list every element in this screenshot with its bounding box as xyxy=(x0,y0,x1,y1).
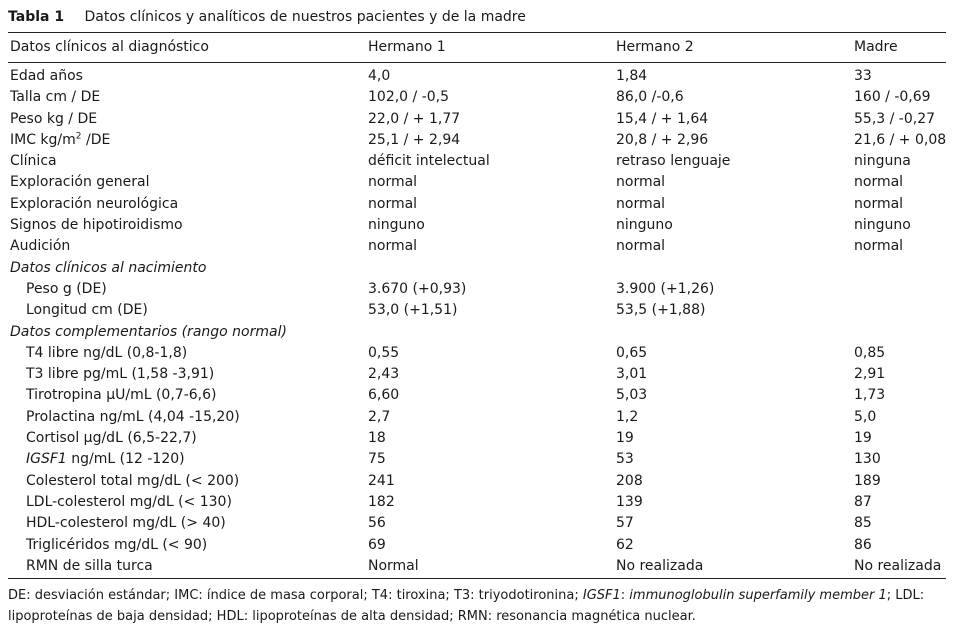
table-row xyxy=(0,556,957,577)
value-hermano2: 5,03 xyxy=(616,387,648,404)
section-heading: Datos complementarios (rango normal) xyxy=(10,323,287,340)
table-row xyxy=(0,236,957,257)
table-row xyxy=(0,343,957,364)
value-hermano1: 6,60 xyxy=(368,387,400,404)
value-hermano1: 18 xyxy=(368,430,386,447)
value-hermano2: 1,2 xyxy=(616,408,639,425)
value-madre: 1,73 xyxy=(854,387,886,404)
value-hermano2: 86,0 /-0,6 xyxy=(616,89,684,106)
footnote-gene: IGSF1 xyxy=(582,588,621,603)
row-label xyxy=(10,151,57,172)
value-madre: 2,91 xyxy=(854,366,886,383)
value-hermano2: normal xyxy=(616,195,666,212)
row-label xyxy=(26,492,232,513)
value-hermano2: 0,65 xyxy=(616,344,648,361)
row-label-text: T3 libre pg/mL (1,58 -3,91) xyxy=(26,366,215,383)
row-label xyxy=(26,535,207,556)
row-label-text: LDL-colesterol mg/dL (< 130) xyxy=(26,493,232,510)
value-hermano2: No realizada xyxy=(616,557,704,574)
value-madre: normal xyxy=(854,174,904,191)
table-row xyxy=(0,449,957,470)
value-madre: 85 xyxy=(854,515,872,532)
value-hermano2: 15,4 / + 1,64 xyxy=(616,110,709,127)
row-label xyxy=(26,385,216,406)
row-label xyxy=(10,66,83,87)
value-hermano2: normal xyxy=(616,174,666,191)
row-label-text: Prolactina ng/mL (4,04 -15,20) xyxy=(26,408,240,425)
value-hermano1: Normal xyxy=(368,557,419,574)
row-label-text: Exploración neurológica xyxy=(10,195,179,212)
row-label-text: Tirotropina μU/mL (0,7-6,6) xyxy=(26,387,217,404)
value-hermano2: 139 xyxy=(616,493,643,510)
row-label xyxy=(26,279,107,300)
value-madre: normal xyxy=(854,195,904,212)
value-hermano1: normal xyxy=(368,174,418,191)
table-row xyxy=(0,215,957,236)
value-hermano1: normal xyxy=(368,195,418,212)
value-hermano1: 75 xyxy=(368,451,386,468)
value-hermano2: 1,84 xyxy=(616,68,648,84)
value-hermano2: ninguno xyxy=(616,217,673,234)
value-hermano2: 53 xyxy=(616,451,634,468)
value-hermano2: 20,8 / + 2,96 xyxy=(616,131,709,148)
table-caption xyxy=(8,6,526,28)
value-hermano2: 62 xyxy=(616,536,634,553)
table-row xyxy=(0,513,957,534)
row-label-text: Audición xyxy=(10,238,71,255)
value-hermano2: 57 xyxy=(616,515,634,532)
value-hermano1: 3.670 (+0,93) xyxy=(368,280,467,297)
row-label-text: Signos de hipotiroidismo xyxy=(10,217,183,234)
row-label xyxy=(10,236,70,257)
table-number: Tabla 1 xyxy=(8,9,65,25)
value-madre: 5,0 xyxy=(854,408,877,425)
header-rule xyxy=(8,62,946,63)
row-label xyxy=(10,109,97,130)
table-row xyxy=(0,66,957,87)
footnote-gene-name: immunoglobulin superfamily member 1 xyxy=(629,588,887,603)
row-label xyxy=(26,343,187,364)
value-madre: 55,3 / -0,27 xyxy=(854,110,936,127)
value-hermano1: 22,0 / + 1,77 xyxy=(368,110,461,127)
value-hermano1: ninguno xyxy=(368,217,425,234)
row-label-text: IMC kg/m xyxy=(10,131,76,148)
row-label-text: Cortisol μg/dL (6,5-22,7) xyxy=(26,430,197,447)
row-label xyxy=(10,215,183,236)
table-row xyxy=(0,385,957,406)
table-row xyxy=(0,300,957,321)
header-hermano2: Hermano 2 xyxy=(616,39,694,55)
table-row xyxy=(0,535,957,556)
row-label-text: Longitud cm (DE) xyxy=(26,302,148,319)
row-label-suffix: /DE xyxy=(81,131,111,148)
row-label-text: Peso g (DE) xyxy=(26,280,107,297)
row-label-text: RMN de silla turca xyxy=(26,557,153,574)
table-row xyxy=(0,428,957,449)
table-row xyxy=(0,364,957,385)
row-label-text: Triglicéridos mg/dL (< 90) xyxy=(26,536,208,553)
value-madre: 0,85 xyxy=(854,344,886,361)
row-label xyxy=(10,194,178,215)
row-label xyxy=(26,428,197,449)
footnote-text: DE: desviación estándar; IMC: índice de masa corporal; T4: tiroxina; T3: triyodotironina; xyxy=(8,588,583,603)
value-hermano2: 3.900 (+1,26) xyxy=(616,280,715,297)
value-hermano1: 182 xyxy=(368,493,395,510)
row-label-text: Clínica xyxy=(10,153,57,170)
row-label-text: T4 libre ng/dL (0,8-1,8) xyxy=(26,344,188,361)
table-row xyxy=(0,130,957,151)
row-label-gene: IGSF1 xyxy=(26,451,67,468)
value-madre: ninguna xyxy=(854,153,911,170)
value-hermano1: normal xyxy=(368,238,418,255)
value-hermano1: 102,0 / -0,5 xyxy=(368,89,450,106)
value-hermano1: 2,7 xyxy=(368,408,391,425)
row-label xyxy=(26,449,185,470)
row-label xyxy=(26,513,226,534)
table-row xyxy=(0,109,957,130)
value-hermano1: 53,0 (+1,51) xyxy=(368,302,458,319)
row-label-text: Colesterol total mg/dL (< 200) xyxy=(26,472,240,489)
value-madre: No realizada xyxy=(854,557,942,574)
top-rule xyxy=(8,32,946,33)
row-label xyxy=(26,300,148,321)
row-label-text: Edad años xyxy=(10,68,83,84)
table-row xyxy=(0,279,957,300)
table-row xyxy=(0,151,957,172)
value-hermano2: normal xyxy=(616,238,666,255)
table-row xyxy=(0,172,957,193)
row-label-text: Talla cm / DE xyxy=(10,89,101,106)
table-footnote xyxy=(8,585,948,627)
value-hermano1: 56 xyxy=(368,515,386,532)
section-heading: Datos clínicos al nacimiento xyxy=(10,259,207,276)
value-hermano1: déficit intelectual xyxy=(368,153,490,170)
row-label xyxy=(26,364,214,385)
row-label xyxy=(26,556,153,577)
section-row xyxy=(0,322,957,343)
row-label xyxy=(10,87,100,108)
value-hermano1: 69 xyxy=(368,536,386,553)
row-label xyxy=(26,471,239,492)
row-label-text: HDL-colesterol mg/dL (> 40) xyxy=(26,515,226,532)
footnote-text-end: ; LDL: lipoproteínas de baja densidad; HDL: lipoproteínas de alta densidad; RMN: resonancia magnética nuclear. xyxy=(8,588,925,624)
header-madre: Madre xyxy=(854,39,898,55)
section-row xyxy=(0,258,957,279)
header-hermano1: Hermano 1 xyxy=(368,39,446,55)
value-hermano1: 2,43 xyxy=(368,366,400,383)
row-label-text: ng/mL (12 -120) xyxy=(66,451,185,468)
value-hermano1: 4,0 xyxy=(368,68,391,84)
value-madre: 33 xyxy=(854,68,872,84)
bottom-rule xyxy=(8,578,946,579)
row-label xyxy=(26,407,240,428)
value-hermano2: 53,5 (+1,88) xyxy=(616,302,706,319)
table-row xyxy=(0,407,957,428)
value-hermano2: 19 xyxy=(616,430,634,447)
row-label xyxy=(10,130,110,151)
header-label: Datos clínicos al diagnóstico xyxy=(10,39,209,55)
row-label-text: Peso kg / DE xyxy=(10,110,98,127)
value-madre: 21,6 / + 0,08 xyxy=(854,131,947,148)
value-madre: 87 xyxy=(854,493,872,510)
footnote-colon: : xyxy=(620,588,630,603)
table-header xyxy=(0,37,957,59)
table-row xyxy=(0,492,957,513)
value-hermano1: 25,1 / + 2,94 xyxy=(368,131,461,148)
table-body xyxy=(0,66,957,577)
value-madre: 160 / -0,69 xyxy=(854,89,931,106)
value-hermano1: 0,55 xyxy=(368,344,400,361)
value-madre: normal xyxy=(854,238,904,255)
table-row xyxy=(0,194,957,215)
table-row xyxy=(0,471,957,492)
value-madre: 130 xyxy=(854,451,881,468)
value-hermano2: 3,01 xyxy=(616,366,648,383)
value-madre: 86 xyxy=(854,536,872,553)
value-hermano2: 208 xyxy=(616,472,643,489)
value-madre: ninguno xyxy=(854,217,911,234)
row-label-text: Exploración general xyxy=(10,174,150,191)
row-label-superscript: 2 xyxy=(75,131,82,142)
row-label xyxy=(10,172,150,193)
value-madre: 189 xyxy=(854,472,881,489)
value-hermano2: retraso lenguaje xyxy=(616,153,731,170)
value-hermano1: 241 xyxy=(368,472,395,489)
value-madre: 19 xyxy=(854,430,872,447)
table-title: Datos clínicos y analíticos de nuestros pacientes y de la madre xyxy=(84,9,526,25)
table-row xyxy=(0,87,957,108)
